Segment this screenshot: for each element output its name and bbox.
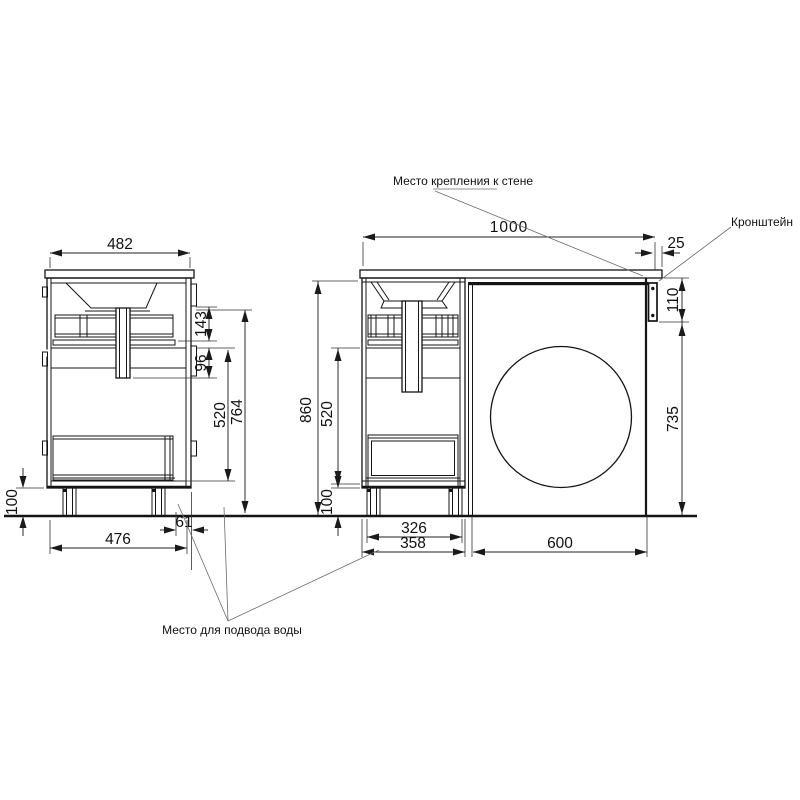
- dim-25: [635, 235, 685, 267]
- dim-label: 860: [298, 397, 315, 423]
- dim-label: 100: [319, 489, 336, 515]
- dim-label: 600: [547, 535, 573, 552]
- water-supply-label: Место для подвода воды: [162, 623, 302, 637]
- dim-100-left: [4, 468, 44, 536]
- dim-600: [472, 516, 647, 557]
- dim-1000: [363, 219, 655, 270]
- dim-96: [133, 348, 235, 378]
- left-drain-pipe: [116, 308, 130, 378]
- dim-860: [298, 281, 358, 515]
- dim-label: 1000: [489, 219, 529, 236]
- hinge-notch: [191, 284, 197, 306]
- dim-label: 96: [193, 354, 210, 372]
- left-countertop: [45, 270, 194, 278]
- hinge-notch: [191, 441, 197, 456]
- dim-482: [50, 236, 190, 268]
- dim-143: [178, 307, 217, 341]
- dim-label: 358: [400, 535, 426, 552]
- right-leg: [367, 488, 380, 516]
- dim-label: 110: [665, 287, 682, 313]
- dim-100-right: [319, 468, 360, 536]
- dim-label: 61: [175, 514, 193, 531]
- dim-label: 100: [4, 489, 21, 515]
- dim-735: [665, 322, 686, 515]
- right-leg: [449, 488, 462, 516]
- left-sink-basin: [66, 283, 157, 308]
- right-countertop: [360, 270, 662, 278]
- dim-label: 735: [665, 406, 682, 432]
- bracket: [649, 283, 658, 321]
- dim-label: 482: [107, 236, 133, 253]
- right-view-front: [360, 270, 662, 516]
- wall-mount-label: Место крепления к стене: [393, 174, 534, 188]
- dim-label: 476: [105, 531, 131, 548]
- callout-wall-mount: [393, 174, 643, 276]
- niche-top-panel: [469, 282, 649, 285]
- dim-476: [50, 520, 187, 554]
- dim-label: 520: [319, 401, 336, 427]
- callout-water-supply: [162, 504, 379, 637]
- dim-label: 520: [212, 402, 229, 428]
- dim-label: 764: [229, 399, 246, 425]
- dim-110: [659, 278, 689, 322]
- left-view-side: [43, 270, 197, 516]
- dim-label: 326: [401, 520, 427, 537]
- dim-520-right: [319, 348, 360, 484]
- left-leg: [63, 488, 76, 516]
- dim-label: 143: [193, 311, 210, 337]
- left-leg: [152, 488, 165, 516]
- dim-label: 25: [667, 235, 685, 252]
- bracket-label: Кронштейн: [731, 215, 793, 229]
- washing-machine-door-circle: [491, 347, 632, 488]
